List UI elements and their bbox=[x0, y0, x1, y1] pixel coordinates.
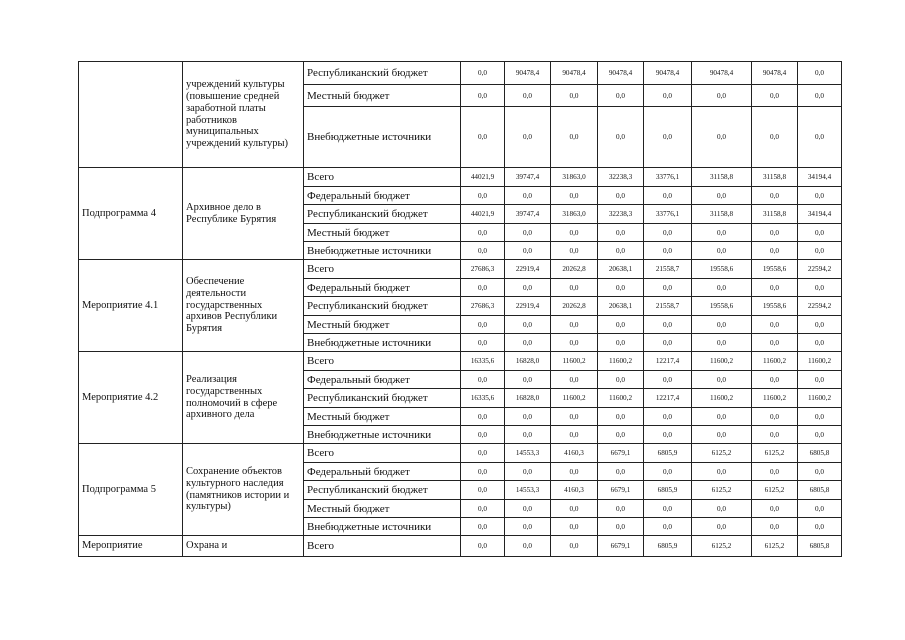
value-cell: 11600,2 bbox=[798, 352, 842, 371]
table-row bbox=[79, 168, 842, 187]
value-cell: 6679,1 bbox=[598, 481, 644, 500]
value-cell: 0,0 bbox=[692, 426, 752, 444]
value-cell: 31158,8 bbox=[692, 168, 752, 187]
value-cell: 0,0 bbox=[798, 85, 842, 107]
value-cell: 0,0 bbox=[461, 426, 505, 444]
value-cell: 0,0 bbox=[505, 279, 551, 297]
value-cell: 0,0 bbox=[598, 85, 644, 107]
program-name-cell: Охрана и bbox=[183, 536, 304, 557]
value-cell: 6125,2 bbox=[752, 536, 798, 557]
table-body bbox=[79, 62, 842, 557]
value-cell: 0,0 bbox=[551, 224, 598, 242]
program-name-cell: Обеспечение деятельности государственных архивов Республики Бурятия bbox=[183, 260, 304, 352]
table-row bbox=[79, 536, 842, 557]
value-cell: 21558,7 bbox=[644, 260, 692, 279]
value-cell: 6805,8 bbox=[798, 536, 842, 557]
program-name-cell: Реализация государственных полномочий в сфере архивного дела bbox=[183, 352, 304, 444]
value-cell: 39747,4 bbox=[505, 205, 551, 224]
value-cell: 11600,2 bbox=[752, 389, 798, 408]
value-cell: 14553,3 bbox=[505, 444, 551, 463]
value-cell: 0,0 bbox=[598, 426, 644, 444]
value-cell: 0,0 bbox=[752, 85, 798, 107]
value-cell: 6125,2 bbox=[752, 444, 798, 463]
value-cell: 11600,2 bbox=[692, 352, 752, 371]
funding-source-label: Республиканский бюджет bbox=[304, 389, 461, 408]
value-cell: 0,0 bbox=[551, 408, 598, 426]
value-cell: 90478,4 bbox=[644, 62, 692, 85]
value-cell: 6805,8 bbox=[798, 444, 842, 463]
value-cell: 0,0 bbox=[798, 242, 842, 260]
value-cell: 0,0 bbox=[598, 408, 644, 426]
value-cell: 0,0 bbox=[644, 334, 692, 352]
value-cell: 31158,8 bbox=[752, 168, 798, 187]
value-cell: 0,0 bbox=[692, 242, 752, 260]
program-name-cell: Сохранение объектов культурного наследия (памятников истории и культуры) bbox=[183, 444, 304, 536]
value-cell: 0,0 bbox=[598, 187, 644, 205]
value-cell: 11600,2 bbox=[798, 389, 842, 408]
value-cell: 0,0 bbox=[461, 316, 505, 334]
value-cell: 0,0 bbox=[752, 279, 798, 297]
funding-source-label: Всего bbox=[304, 444, 461, 463]
value-cell: 20638,1 bbox=[598, 260, 644, 279]
program-code-cell: Мероприятие 4.1 bbox=[79, 260, 183, 352]
value-cell: 21558,7 bbox=[644, 297, 692, 316]
value-cell: 31158,8 bbox=[752, 205, 798, 224]
value-cell: 0,0 bbox=[798, 107, 842, 168]
value-cell: 0,0 bbox=[644, 371, 692, 389]
value-cell: 0,0 bbox=[461, 481, 505, 500]
value-cell: 6805,8 bbox=[798, 481, 842, 500]
funding-source-label: Республиканский бюджет bbox=[304, 297, 461, 316]
value-cell: 31158,8 bbox=[692, 205, 752, 224]
value-cell: 11600,2 bbox=[598, 352, 644, 371]
funding-source-label: Внебюджетные источники bbox=[304, 242, 461, 260]
value-cell: 0,0 bbox=[798, 224, 842, 242]
value-cell: 0,0 bbox=[461, 279, 505, 297]
value-cell: 90478,4 bbox=[551, 62, 598, 85]
value-cell: 12217,4 bbox=[644, 352, 692, 371]
value-cell: 0,0 bbox=[752, 408, 798, 426]
funding-source-label: Местный бюджет bbox=[304, 85, 461, 107]
value-cell: 20262,8 bbox=[551, 297, 598, 316]
value-cell: 0,0 bbox=[505, 371, 551, 389]
value-cell: 19558,6 bbox=[692, 260, 752, 279]
value-cell: 0,0 bbox=[798, 371, 842, 389]
value-cell: 32238,3 bbox=[598, 205, 644, 224]
program-code-cell: Подпрограмма 5 bbox=[79, 444, 183, 536]
value-cell: 0,0 bbox=[644, 316, 692, 334]
value-cell: 34194,4 bbox=[798, 205, 842, 224]
value-cell: 0,0 bbox=[692, 107, 752, 168]
value-cell: 0,0 bbox=[752, 224, 798, 242]
value-cell: 0,0 bbox=[505, 334, 551, 352]
value-cell: 0,0 bbox=[798, 334, 842, 352]
value-cell: 6805,9 bbox=[644, 536, 692, 557]
value-cell: 0,0 bbox=[598, 463, 644, 481]
funding-source-label: Внебюджетные источники bbox=[304, 518, 461, 536]
value-cell: 0,0 bbox=[598, 316, 644, 334]
funding-source-label: Всего bbox=[304, 168, 461, 187]
value-cell: 0,0 bbox=[461, 242, 505, 260]
value-cell: 0,0 bbox=[505, 518, 551, 536]
funding-source-label: Федеральный бюджет bbox=[304, 371, 461, 389]
value-cell: 0,0 bbox=[644, 242, 692, 260]
value-cell: 0,0 bbox=[598, 371, 644, 389]
value-cell: 6125,2 bbox=[692, 481, 752, 500]
value-cell: 0,0 bbox=[551, 426, 598, 444]
value-cell: 0,0 bbox=[461, 536, 505, 557]
value-cell: 0,0 bbox=[752, 500, 798, 518]
value-cell: 0,0 bbox=[798, 518, 842, 536]
value-cell: 6679,1 bbox=[598, 536, 644, 557]
value-cell: 0,0 bbox=[798, 500, 842, 518]
value-cell: 0,0 bbox=[551, 334, 598, 352]
funding-source-label: Местный бюджет bbox=[304, 408, 461, 426]
value-cell: 0,0 bbox=[551, 85, 598, 107]
value-cell: 0,0 bbox=[598, 518, 644, 536]
funding-source-label: Федеральный бюджет bbox=[304, 463, 461, 481]
value-cell: 6805,9 bbox=[644, 444, 692, 463]
value-cell: 0,0 bbox=[505, 463, 551, 481]
value-cell: 0,0 bbox=[505, 426, 551, 444]
value-cell: 27686,3 bbox=[461, 297, 505, 316]
value-cell: 0,0 bbox=[551, 500, 598, 518]
value-cell: 0,0 bbox=[598, 242, 644, 260]
table-row bbox=[79, 62, 842, 85]
value-cell: 0,0 bbox=[752, 334, 798, 352]
value-cell: 0,0 bbox=[644, 426, 692, 444]
value-cell: 20262,8 bbox=[551, 260, 598, 279]
value-cell: 0,0 bbox=[551, 107, 598, 168]
value-cell: 11600,2 bbox=[551, 389, 598, 408]
value-cell: 0,0 bbox=[752, 242, 798, 260]
value-cell: 0,0 bbox=[551, 463, 598, 481]
value-cell: 0,0 bbox=[598, 500, 644, 518]
value-cell: 0,0 bbox=[461, 444, 505, 463]
program-name-cell: Архивное дело в Республике Бурятия bbox=[183, 168, 304, 260]
value-cell: 0,0 bbox=[551, 187, 598, 205]
value-cell: 0,0 bbox=[598, 224, 644, 242]
value-cell: 0,0 bbox=[692, 463, 752, 481]
funding-source-label: Федеральный бюджет bbox=[304, 279, 461, 297]
value-cell: 11600,2 bbox=[692, 389, 752, 408]
value-cell: 0,0 bbox=[551, 316, 598, 334]
program-code-cell bbox=[79, 62, 183, 168]
value-cell: 31863,0 bbox=[551, 168, 598, 187]
value-cell: 39747,4 bbox=[505, 168, 551, 187]
value-cell: 34194,4 bbox=[798, 168, 842, 187]
value-cell: 0,0 bbox=[798, 426, 842, 444]
value-cell: 0,0 bbox=[461, 500, 505, 518]
value-cell: 0,0 bbox=[692, 187, 752, 205]
budget-table bbox=[78, 61, 842, 557]
value-cell: 0,0 bbox=[461, 85, 505, 107]
funding-source-label: Республиканский бюджет bbox=[304, 205, 461, 224]
value-cell: 0,0 bbox=[505, 408, 551, 426]
value-cell: 0,0 bbox=[505, 187, 551, 205]
value-cell: 16335,6 bbox=[461, 389, 505, 408]
value-cell: 0,0 bbox=[692, 371, 752, 389]
value-cell: 0,0 bbox=[752, 316, 798, 334]
value-cell: 0,0 bbox=[644, 85, 692, 107]
table-row bbox=[79, 444, 842, 463]
value-cell: 0,0 bbox=[644, 518, 692, 536]
value-cell: 0,0 bbox=[692, 334, 752, 352]
value-cell: 19558,6 bbox=[752, 297, 798, 316]
funding-source-label: Федеральный бюджет bbox=[304, 187, 461, 205]
value-cell: 6125,2 bbox=[692, 444, 752, 463]
value-cell: 0,0 bbox=[798, 187, 842, 205]
value-cell: 0,0 bbox=[798, 62, 842, 85]
value-cell: 0,0 bbox=[461, 334, 505, 352]
value-cell: 12217,4 bbox=[644, 389, 692, 408]
value-cell: 0,0 bbox=[551, 536, 598, 557]
funding-source-label: Всего bbox=[304, 536, 461, 557]
value-cell: 0,0 bbox=[551, 242, 598, 260]
value-cell: 0,0 bbox=[505, 107, 551, 168]
value-cell: 0,0 bbox=[752, 187, 798, 205]
funding-source-label: Республиканский бюджет bbox=[304, 62, 461, 85]
value-cell: 0,0 bbox=[752, 426, 798, 444]
value-cell: 0,0 bbox=[692, 518, 752, 536]
value-cell: 0,0 bbox=[598, 279, 644, 297]
value-cell: 0,0 bbox=[692, 85, 752, 107]
value-cell: 0,0 bbox=[692, 500, 752, 518]
program-code-cell: Мероприятие 4.2 bbox=[79, 352, 183, 444]
value-cell: 6125,2 bbox=[752, 481, 798, 500]
funding-source-label: Всего bbox=[304, 260, 461, 279]
value-cell: 0,0 bbox=[644, 187, 692, 205]
value-cell: 11600,2 bbox=[551, 352, 598, 371]
value-cell: 22919,4 bbox=[505, 260, 551, 279]
value-cell: 0,0 bbox=[551, 371, 598, 389]
funding-source-label: Местный бюджет bbox=[304, 500, 461, 518]
value-cell: 0,0 bbox=[644, 408, 692, 426]
value-cell: 0,0 bbox=[598, 107, 644, 168]
value-cell: 0,0 bbox=[461, 107, 505, 168]
value-cell: 0,0 bbox=[692, 316, 752, 334]
funding-source-label: Внебюджетные источники bbox=[304, 334, 461, 352]
value-cell: 0,0 bbox=[461, 463, 505, 481]
value-cell: 19558,6 bbox=[752, 260, 798, 279]
table-row bbox=[79, 352, 842, 371]
value-cell: 11600,2 bbox=[752, 352, 798, 371]
value-cell: 16828,0 bbox=[505, 352, 551, 371]
value-cell: 0,0 bbox=[461, 224, 505, 242]
value-cell: 90478,4 bbox=[692, 62, 752, 85]
value-cell: 22594,2 bbox=[798, 260, 842, 279]
funding-source-label: Местный бюджет bbox=[304, 316, 461, 334]
value-cell: 0,0 bbox=[505, 536, 551, 557]
value-cell: 0,0 bbox=[505, 224, 551, 242]
value-cell: 0,0 bbox=[752, 107, 798, 168]
value-cell: 0,0 bbox=[505, 500, 551, 518]
table-row bbox=[79, 260, 842, 279]
program-code-cell: Подпрограмма 4 bbox=[79, 168, 183, 260]
value-cell: 16828,0 bbox=[505, 389, 551, 408]
value-cell: 0,0 bbox=[505, 242, 551, 260]
value-cell: 4160,3 bbox=[551, 481, 598, 500]
funding-source-label: Республиканский бюджет bbox=[304, 481, 461, 500]
value-cell: 6805,9 bbox=[644, 481, 692, 500]
value-cell: 90478,4 bbox=[752, 62, 798, 85]
value-cell: 0,0 bbox=[692, 279, 752, 297]
value-cell: 0,0 bbox=[505, 85, 551, 107]
value-cell: 0,0 bbox=[461, 187, 505, 205]
value-cell: 31863,0 bbox=[551, 205, 598, 224]
value-cell: 44021,9 bbox=[461, 168, 505, 187]
value-cell: 6125,2 bbox=[692, 536, 752, 557]
value-cell: 33776,1 bbox=[644, 168, 692, 187]
value-cell: 0,0 bbox=[692, 408, 752, 426]
value-cell: 90478,4 bbox=[598, 62, 644, 85]
value-cell: 0,0 bbox=[461, 408, 505, 426]
value-cell: 4160,3 bbox=[551, 444, 598, 463]
value-cell: 6679,1 bbox=[598, 444, 644, 463]
value-cell: 0,0 bbox=[598, 334, 644, 352]
program-name-cell: учреждений культуры (повышение средней заработной платы работников муниципальных учреждений культуры) bbox=[183, 62, 304, 168]
value-cell: 16335,6 bbox=[461, 352, 505, 371]
value-cell: 0,0 bbox=[551, 518, 598, 536]
value-cell: 0,0 bbox=[644, 224, 692, 242]
value-cell: 14553,3 bbox=[505, 481, 551, 500]
value-cell: 0,0 bbox=[752, 371, 798, 389]
value-cell: 22919,4 bbox=[505, 297, 551, 316]
value-cell: 0,0 bbox=[461, 371, 505, 389]
value-cell: 0,0 bbox=[644, 107, 692, 168]
funding-source-label: Местный бюджет bbox=[304, 224, 461, 242]
value-cell: 0,0 bbox=[644, 279, 692, 297]
value-cell: 0,0 bbox=[551, 279, 598, 297]
value-cell: 33776,1 bbox=[644, 205, 692, 224]
value-cell: 19558,6 bbox=[692, 297, 752, 316]
value-cell: 0,0 bbox=[752, 518, 798, 536]
value-cell: 90478,4 bbox=[505, 62, 551, 85]
value-cell: 0,0 bbox=[798, 463, 842, 481]
value-cell: 20638,1 bbox=[598, 297, 644, 316]
value-cell: 11600,2 bbox=[598, 389, 644, 408]
value-cell: 0,0 bbox=[798, 408, 842, 426]
value-cell: 22594,2 bbox=[798, 297, 842, 316]
funding-source-label: Внебюджетные источники bbox=[304, 426, 461, 444]
value-cell: 27686,3 bbox=[461, 260, 505, 279]
value-cell: 0,0 bbox=[798, 279, 842, 297]
value-cell: 0,0 bbox=[692, 224, 752, 242]
value-cell: 0,0 bbox=[644, 463, 692, 481]
value-cell: 32238,3 bbox=[598, 168, 644, 187]
value-cell: 0,0 bbox=[461, 62, 505, 85]
value-cell: 0,0 bbox=[798, 316, 842, 334]
value-cell: 0,0 bbox=[752, 463, 798, 481]
funding-source-label: Внебюджетные источники bbox=[304, 107, 461, 168]
program-code-cell: Мероприятие bbox=[79, 536, 183, 557]
funding-source-label: Всего bbox=[304, 352, 461, 371]
value-cell: 0,0 bbox=[461, 518, 505, 536]
value-cell: 0,0 bbox=[644, 500, 692, 518]
value-cell: 0,0 bbox=[505, 316, 551, 334]
value-cell: 44021,9 bbox=[461, 205, 505, 224]
